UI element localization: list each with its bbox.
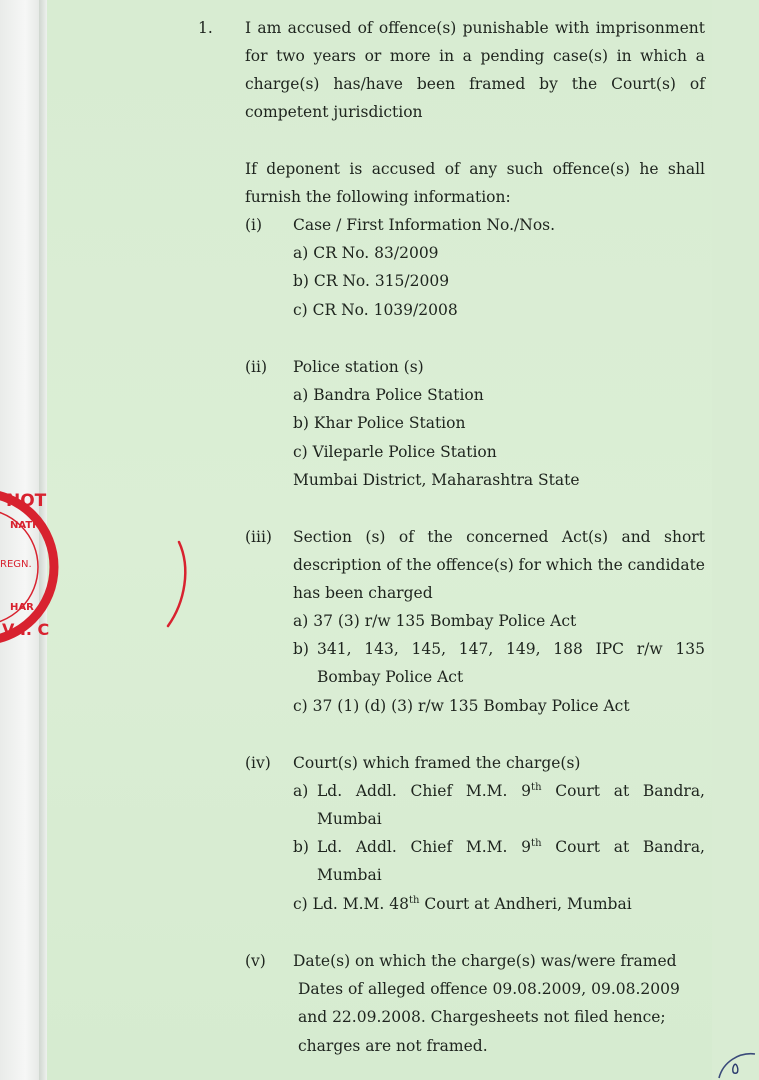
section-iv-a-label: a) — [293, 782, 309, 800]
word: shall — [667, 160, 705, 178]
word: charge(s) — [245, 75, 320, 93]
word: a — [695, 47, 705, 65]
word: is — [349, 160, 363, 178]
item-number: 1. — [198, 19, 213, 37]
section-iii-title-line-2 — [293, 555, 705, 575]
word: 145, — [411, 640, 447, 658]
word: such — [506, 160, 544, 178]
word: IPC — [595, 640, 624, 658]
word: pending — [480, 47, 545, 65]
section-iii-label: (iii) — [245, 528, 272, 546]
word: 147, — [458, 640, 494, 658]
word: in — [439, 47, 455, 65]
section-v-line-2: and 22.09.2008. Chargesheets not filed hence; — [298, 1008, 666, 1026]
section-iii-title-line-3: has been charged — [293, 584, 433, 602]
word: 341, — [317, 640, 352, 658]
statement-line-1 — [245, 18, 705, 38]
word: has/have — [333, 75, 403, 93]
red-ink-mark — [165, 540, 195, 630]
word: the — [571, 75, 598, 93]
statement-line-4: competent jurisdiction — [245, 103, 423, 121]
word: in — [616, 47, 632, 65]
court-word: Court — [555, 838, 601, 856]
section-iii-item-a: a) 37 (3) r/w 135 Bombay Police Act — [293, 612, 577, 630]
word: Court(s) — [611, 75, 676, 93]
section-ii-label: (ii) — [245, 358, 268, 376]
svg-text:NATH: NATH — [10, 520, 41, 531]
svg-text:NOT: NOT — [6, 491, 47, 511]
word: or — [364, 47, 382, 65]
word: 143, — [364, 640, 399, 658]
word: 149, — [506, 640, 541, 658]
court-word: Court — [555, 782, 601, 800]
word: Act(s) — [561, 528, 609, 546]
corner-handwritten-mark — [715, 1048, 759, 1080]
section-v-line-3: charges are not framed. — [298, 1037, 488, 1055]
court-word: at — [613, 782, 630, 800]
section-iv-a-line-2: Mumbai — [317, 810, 382, 828]
section-ii-title: Police station (s) — [293, 358, 424, 376]
word: Section — [293, 528, 352, 546]
word: more — [389, 47, 431, 65]
court-ordinal: 9th — [521, 837, 542, 856]
court-word: M.M. — [465, 838, 508, 856]
section-iv-label: (iv) — [245, 754, 271, 772]
word: any — [469, 160, 498, 178]
section-iv-b-line-2: Mumbai — [317, 866, 382, 884]
word: offence(s) — [552, 160, 630, 178]
word: 135 — [675, 640, 705, 658]
word: I — [245, 19, 252, 37]
word: of — [444, 160, 460, 178]
word: of — [386, 556, 402, 574]
word: case(s) — [552, 47, 609, 65]
court-word: Bandra, — [642, 782, 705, 800]
word: deponent — [266, 160, 340, 178]
section-v-label: (v) — [245, 952, 266, 970]
word: 188 — [553, 640, 583, 658]
word: candidate — [627, 556, 705, 574]
section-ii-item-c: c) Vileparle Police Station — [293, 443, 497, 461]
section-i-label: (i) — [245, 216, 263, 234]
court-word: Ld. — [317, 782, 343, 800]
section-iv-b-label: b) — [293, 838, 309, 856]
word: years — [313, 47, 357, 65]
word: offence(s) — [436, 556, 514, 574]
section-iii-title-line-1 — [293, 527, 705, 547]
court-word: Bandra, — [642, 838, 705, 856]
svg-text:V I. C: V I. C — [2, 620, 50, 639]
svg-text:REGN.: REGN. — [0, 559, 32, 570]
word: which — [545, 556, 593, 574]
word: accused — [287, 19, 352, 37]
notary-seal-stamp — [0, 470, 50, 665]
word: concerned — [466, 528, 549, 546]
word: been — [416, 75, 456, 93]
word: for — [245, 47, 268, 65]
court-word: Chief — [410, 782, 453, 800]
word: accused — [371, 160, 436, 178]
section-iii-item-b-line-2: Bombay Police Act — [317, 668, 464, 686]
court-word: Ld. — [317, 838, 343, 856]
section-i-item-a: a) CR No. 83/2009 — [293, 244, 439, 262]
word: the — [427, 528, 453, 546]
word: which — [640, 47, 688, 65]
word: am — [257, 19, 282, 37]
word: with — [554, 19, 590, 37]
document-page — [47, 0, 740, 1080]
word: the — [597, 556, 623, 574]
condition-line-2: furnish the following information: — [245, 188, 511, 206]
court-word: Chief — [410, 838, 453, 856]
word: punishable — [462, 19, 549, 37]
section-i-item-b: b) CR No. 315/2009 — [293, 272, 450, 290]
section-i-item-c: c) CR No. 1039/2008 — [293, 301, 458, 319]
section-iii-item-c: c) 37 (1) (d) (3) r/w 135 Bombay Police Act — [293, 697, 630, 715]
section-iv-item-c: c) Ld. M.M. 48th Court at Andheri, Mumbai — [293, 894, 632, 913]
word: short — [664, 528, 705, 546]
word: If — [245, 160, 257, 178]
statement-line-2 — [245, 46, 705, 66]
word: by — [539, 75, 558, 93]
word: he — [639, 160, 659, 178]
section-i-title: Case / First Information No./Nos. — [293, 216, 556, 234]
word: of — [357, 19, 373, 37]
svg-text:HAR: HAR — [10, 602, 34, 613]
word: description — [293, 556, 382, 574]
court-word: M.M. — [465, 782, 508, 800]
word: for — [518, 556, 542, 574]
court-word: Addl. — [355, 782, 397, 800]
word: (s) — [365, 528, 386, 546]
condition-line-1 — [245, 159, 705, 179]
word: two — [276, 47, 305, 65]
word: offence(s) — [378, 19, 457, 37]
section-iv-a-line-1 — [317, 781, 705, 801]
court-word: at — [613, 838, 630, 856]
section-iv-b-line-1 — [317, 837, 705, 857]
word: the — [406, 556, 432, 574]
statement-line-3 — [245, 74, 705, 94]
word: framed — [469, 75, 526, 93]
section-iii-item-b-line-1 — [317, 639, 705, 659]
svg-text:٥: ٥ — [731, 1059, 740, 1078]
word: of — [398, 528, 414, 546]
court-word: Addl. — [355, 838, 397, 856]
section-v-line-1: Dates of alleged offence 09.08.2009, 09.08.2009 — [298, 980, 680, 998]
section-iii-item-b-label: b) — [293, 640, 309, 658]
section-ii-district: Mumbai District, Maharashtra State — [293, 471, 580, 489]
court-ordinal: 9th — [521, 781, 542, 800]
section-ii-item-b: b) Khar Police Station — [293, 414, 466, 432]
section-ii-item-a: a) Bandra Police Station — [293, 386, 484, 404]
word: and — [621, 528, 651, 546]
section-iv-title: Court(s) which framed the charge(s) — [293, 754, 581, 772]
word: of — [689, 75, 705, 93]
word: r/w — [636, 640, 663, 658]
word: a — [462, 47, 472, 65]
section-v-title: Date(s) on which the charge(s) was/were framed — [293, 952, 677, 970]
word: imprisonment — [595, 19, 705, 37]
